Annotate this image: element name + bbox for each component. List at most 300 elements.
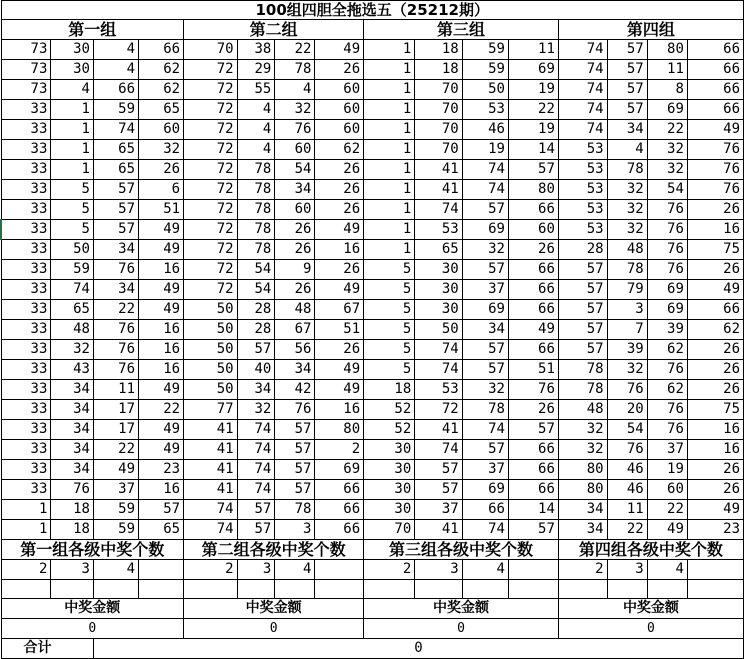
number-cell[interactable]: 59 xyxy=(51,260,94,280)
number-cell[interactable]: 66 xyxy=(508,260,558,280)
number-cell[interactable]: 26 xyxy=(687,460,743,480)
number-cell[interactable]: 22 xyxy=(93,300,138,320)
number-cell[interactable]: 57 xyxy=(508,160,558,180)
prize-value-2[interactable]: 0 xyxy=(184,619,364,639)
number-cell[interactable]: 48 xyxy=(558,400,607,420)
number-cell[interactable]: 54 xyxy=(237,280,275,300)
number-cell[interactable]: 30 xyxy=(364,460,415,480)
number-cell[interactable]: 41 xyxy=(184,480,238,500)
number-cell[interactable]: 34 xyxy=(275,360,315,380)
number-cell[interactable]: 34 xyxy=(558,520,607,540)
number-cell[interactable]: 37 xyxy=(415,500,462,520)
number-cell[interactable]: 57 xyxy=(93,200,138,220)
number-cell[interactable]: 5 xyxy=(364,340,415,360)
number-cell[interactable]: 53 xyxy=(462,100,508,120)
number-cell[interactable]: 48 xyxy=(275,300,315,320)
number-cell[interactable]: 72 xyxy=(415,400,462,420)
number-cell[interactable]: 33 xyxy=(1,180,51,200)
number-cell[interactable]: 50 xyxy=(462,80,508,100)
number-cell[interactable]: 57 xyxy=(275,420,315,440)
empty-cell[interactable] xyxy=(364,580,415,599)
number-cell[interactable]: 76 xyxy=(93,260,138,280)
number-cell[interactable]: 28 xyxy=(558,240,607,260)
number-cell[interactable]: 1 xyxy=(364,160,415,180)
number-cell[interactable]: 33 xyxy=(1,100,51,120)
number-cell[interactable]: 32 xyxy=(607,220,647,240)
number-cell[interactable]: 20 xyxy=(607,400,647,420)
number-cell[interactable]: 69 xyxy=(508,60,558,80)
number-cell[interactable]: 33 xyxy=(1,440,51,460)
number-cell[interactable]: 74 xyxy=(558,100,607,120)
number-cell[interactable]: 4 xyxy=(93,60,138,80)
empty-cell[interactable] xyxy=(315,580,364,599)
number-cell[interactable]: 33 xyxy=(1,120,51,140)
number-cell[interactable]: 5 xyxy=(364,280,415,300)
number-cell[interactable]: 78 xyxy=(237,200,275,220)
number-cell[interactable]: 57 xyxy=(558,260,607,280)
empty-cell[interactable] xyxy=(1,580,51,599)
number-cell[interactable]: 11 xyxy=(607,500,647,520)
prize-value-4[interactable]: 0 xyxy=(558,619,743,639)
number-cell[interactable]: 5 xyxy=(51,200,94,220)
number-cell[interactable]: 34 xyxy=(93,280,138,300)
number-cell[interactable]: 16 xyxy=(139,340,184,360)
number-cell[interactable]: 26 xyxy=(687,340,743,360)
number-cell[interactable]: 74 xyxy=(462,180,508,200)
number-cell[interactable]: 4 xyxy=(51,80,94,100)
number-cell[interactable]: 41 xyxy=(184,420,238,440)
number-cell[interactable]: 46 xyxy=(462,120,508,140)
number-cell[interactable]: 23 xyxy=(139,460,184,480)
number-cell[interactable]: 53 xyxy=(415,380,462,400)
empty-cell[interactable] xyxy=(315,560,364,580)
number-cell[interactable]: 32 xyxy=(607,180,647,200)
number-cell[interactable]: 1 xyxy=(364,140,415,160)
number-cell[interactable]: 11 xyxy=(647,60,687,80)
number-cell[interactable]: 53 xyxy=(558,220,607,240)
number-cell[interactable]: 34 xyxy=(51,440,94,460)
number-cell[interactable]: 69 xyxy=(647,300,687,320)
number-cell[interactable]: 78 xyxy=(607,260,647,280)
number-cell[interactable]: 11 xyxy=(93,380,138,400)
number-cell[interactable]: 76 xyxy=(607,440,647,460)
number-cell[interactable]: 5 xyxy=(51,180,94,200)
number-cell[interactable]: 1 xyxy=(51,120,94,140)
number-cell[interactable]: 50 xyxy=(184,360,238,380)
number-cell[interactable]: 43 xyxy=(51,360,94,380)
number-cell[interactable]: 76 xyxy=(687,140,743,160)
number-cell[interactable]: 76 xyxy=(93,320,138,340)
number-cell[interactable]: 1 xyxy=(51,160,94,180)
number-cell[interactable]: 62 xyxy=(687,320,743,340)
number-cell[interactable]: 74 xyxy=(415,340,462,360)
number-cell[interactable]: 41 xyxy=(415,420,462,440)
number-cell[interactable]: 33 xyxy=(1,200,51,220)
number-cell[interactable]: 18 xyxy=(364,380,415,400)
number-cell[interactable]: 37 xyxy=(462,460,508,480)
number-cell[interactable]: 57 xyxy=(275,460,315,480)
number-cell[interactable]: 75 xyxy=(687,400,743,420)
number-cell[interactable]: 72 xyxy=(184,120,238,140)
number-cell[interactable]: 57 xyxy=(508,420,558,440)
number-cell[interactable]: 60 xyxy=(508,220,558,240)
number-cell[interactable]: 72 xyxy=(184,220,238,240)
number-cell[interactable]: 32 xyxy=(607,360,647,380)
number-cell[interactable]: 72 xyxy=(184,140,238,160)
number-cell[interactable]: 30 xyxy=(415,260,462,280)
number-cell[interactable]: 4 xyxy=(275,80,315,100)
number-cell[interactable]: 30 xyxy=(51,40,94,60)
number-cell[interactable]: 49 xyxy=(139,280,184,300)
number-cell[interactable]: 59 xyxy=(462,60,508,80)
number-cell[interactable]: 37 xyxy=(647,440,687,460)
number-cell[interactable]: 57 xyxy=(237,500,275,520)
number-cell[interactable]: 76 xyxy=(647,260,687,280)
number-cell[interactable]: 74 xyxy=(415,360,462,380)
number-cell[interactable]: 1 xyxy=(51,140,94,160)
number-cell[interactable]: 60 xyxy=(139,120,184,140)
number-cell[interactable]: 42 xyxy=(275,380,315,400)
number-cell[interactable]: 57 xyxy=(462,200,508,220)
number-cell[interactable]: 66 xyxy=(315,500,364,520)
number-cell[interactable]: 60 xyxy=(647,480,687,500)
number-cell[interactable]: 60 xyxy=(275,200,315,220)
number-cell[interactable]: 70 xyxy=(415,140,462,160)
number-cell[interactable]: 74 xyxy=(51,280,94,300)
number-cell[interactable]: 80 xyxy=(558,460,607,480)
number-cell[interactable]: 33 xyxy=(1,480,51,500)
number-cell[interactable]: 62 xyxy=(139,60,184,80)
empty-cell[interactable] xyxy=(687,580,743,599)
number-cell[interactable]: 78 xyxy=(237,220,275,240)
number-cell[interactable]: 33 xyxy=(1,240,51,260)
number-cell[interactable]: 16 xyxy=(315,400,364,420)
number-cell[interactable]: 66 xyxy=(508,440,558,460)
number-cell[interactable]: 65 xyxy=(139,100,184,120)
number-cell[interactable]: 74 xyxy=(237,420,275,440)
empty-cell[interactable] xyxy=(607,580,647,599)
number-cell[interactable]: 73 xyxy=(1,40,51,60)
number-cell[interactable]: 59 xyxy=(462,40,508,60)
number-cell[interactable]: 69 xyxy=(315,460,364,480)
number-cell[interactable]: 57 xyxy=(462,360,508,380)
number-cell[interactable]: 4 xyxy=(237,100,275,120)
number-cell[interactable]: 49 xyxy=(315,40,364,60)
prize-label-1[interactable]: 中奖金额 xyxy=(1,599,184,619)
prize-value-1[interactable]: 0 xyxy=(1,619,184,639)
number-cell[interactable]: 26 xyxy=(139,160,184,180)
number-cell[interactable]: 26 xyxy=(315,260,364,280)
number-cell[interactable]: 57 xyxy=(275,440,315,460)
number-cell[interactable]: 3 xyxy=(607,300,647,320)
number-cell[interactable]: 74 xyxy=(415,440,462,460)
number-cell[interactable]: 66 xyxy=(508,460,558,480)
number-cell[interactable]: 49 xyxy=(139,440,184,460)
number-cell[interactable]: 76 xyxy=(647,420,687,440)
number-cell[interactable]: 72 xyxy=(184,260,238,280)
number-cell[interactable]: 53 xyxy=(415,220,462,240)
number-cell[interactable]: 59 xyxy=(93,500,138,520)
number-cell[interactable]: 78 xyxy=(237,240,275,260)
number-cell[interactable]: 57 xyxy=(237,520,275,540)
number-cell[interactable]: 16 xyxy=(315,240,364,260)
empty-cell[interactable] xyxy=(687,560,743,580)
prize-label-3[interactable]: 中奖金额 xyxy=(364,599,559,619)
number-cell[interactable]: 22 xyxy=(93,440,138,460)
number-cell[interactable]: 33 xyxy=(1,220,51,240)
number-cell[interactable]: 57 xyxy=(462,440,508,460)
number-cell[interactable]: 49 xyxy=(139,420,184,440)
number-cell[interactable]: 57 xyxy=(462,340,508,360)
group-header-4[interactable]: 第四组 xyxy=(558,20,743,40)
number-cell[interactable]: 33 xyxy=(1,280,51,300)
number-cell[interactable]: 1 xyxy=(364,60,415,80)
number-cell[interactable]: 53 xyxy=(558,140,607,160)
number-cell[interactable]: 57 xyxy=(237,340,275,360)
number-cell[interactable]: 54 xyxy=(647,180,687,200)
empty-cell[interactable] xyxy=(93,580,138,599)
number-cell[interactable]: 46 xyxy=(607,480,647,500)
number-cell[interactable]: 39 xyxy=(607,340,647,360)
stats-label-3[interactable]: 第三组各级中奖个数 xyxy=(364,540,559,560)
number-cell[interactable]: 26 xyxy=(315,160,364,180)
number-cell[interactable]: 16 xyxy=(687,420,743,440)
number-cell[interactable]: 32 xyxy=(647,160,687,180)
number-cell[interactable]: 33 xyxy=(1,460,51,480)
level-cell[interactable]: 3 xyxy=(51,560,94,580)
number-cell[interactable]: 4 xyxy=(93,40,138,60)
empty-cell[interactable] xyxy=(462,580,508,599)
number-cell[interactable]: 76 xyxy=(647,240,687,260)
number-cell[interactable]: 76 xyxy=(51,480,94,500)
number-cell[interactable]: 1 xyxy=(1,500,51,520)
number-cell[interactable]: 33 xyxy=(1,360,51,380)
number-cell[interactable]: 70 xyxy=(415,80,462,100)
number-cell[interactable]: 78 xyxy=(237,160,275,180)
number-cell[interactable]: 41 xyxy=(415,160,462,180)
number-cell[interactable]: 1 xyxy=(51,100,94,120)
number-cell[interactable]: 79 xyxy=(607,280,647,300)
number-cell[interactable]: 80 xyxy=(647,40,687,60)
number-cell[interactable]: 33 xyxy=(1,260,51,280)
number-cell[interactable]: 3 xyxy=(275,520,315,540)
number-cell[interactable]: 76 xyxy=(687,180,743,200)
number-cell[interactable]: 34 xyxy=(51,420,94,440)
number-cell[interactable]: 26 xyxy=(687,380,743,400)
number-cell[interactable]: 30 xyxy=(415,300,462,320)
number-cell[interactable]: 30 xyxy=(364,440,415,460)
stats-label-1[interactable]: 第一组各级中奖个数 xyxy=(1,540,184,560)
number-cell[interactable]: 69 xyxy=(462,220,508,240)
number-cell[interactable]: 72 xyxy=(184,60,238,80)
number-cell[interactable]: 57 xyxy=(558,340,607,360)
number-cell[interactable]: 66 xyxy=(687,40,743,60)
number-cell[interactable]: 1 xyxy=(364,120,415,140)
number-cell[interactable]: 57 xyxy=(415,480,462,500)
number-cell[interactable]: 74 xyxy=(558,120,607,140)
number-cell[interactable]: 4 xyxy=(237,120,275,140)
number-cell[interactable]: 74 xyxy=(462,160,508,180)
number-cell[interactable]: 17 xyxy=(93,400,138,420)
number-cell[interactable]: 14 xyxy=(508,500,558,520)
number-cell[interactable]: 26 xyxy=(315,200,364,220)
number-cell[interactable]: 73 xyxy=(1,80,51,100)
number-cell[interactable]: 75 xyxy=(687,240,743,260)
number-cell[interactable]: 9 xyxy=(275,260,315,280)
level-cell[interactable]: 4 xyxy=(647,560,687,580)
number-cell[interactable]: 62 xyxy=(139,80,184,100)
number-cell[interactable]: 2 xyxy=(315,440,364,460)
number-cell[interactable]: 66 xyxy=(687,100,743,120)
number-cell[interactable]: 72 xyxy=(184,180,238,200)
level-cell[interactable]: 4 xyxy=(275,560,315,580)
empty-cell[interactable] xyxy=(237,580,275,599)
number-cell[interactable]: 41 xyxy=(184,460,238,480)
number-cell[interactable]: 8 xyxy=(647,80,687,100)
number-cell[interactable]: 23 xyxy=(687,520,743,540)
level-cell[interactable]: 3 xyxy=(237,560,275,580)
number-cell[interactable]: 5 xyxy=(364,300,415,320)
number-cell[interactable]: 28 xyxy=(237,320,275,340)
level-cell[interactable]: 3 xyxy=(607,560,647,580)
level-cell[interactable]: 4 xyxy=(93,560,138,580)
number-cell[interactable]: 66 xyxy=(687,300,743,320)
number-cell[interactable]: 57 xyxy=(508,520,558,540)
number-cell[interactable]: 50 xyxy=(184,380,238,400)
number-cell[interactable]: 72 xyxy=(184,100,238,120)
number-cell[interactable]: 1 xyxy=(364,200,415,220)
number-cell[interactable]: 70 xyxy=(184,40,238,60)
number-cell[interactable]: 66 xyxy=(93,80,138,100)
number-cell[interactable]: 66 xyxy=(508,280,558,300)
number-cell[interactable]: 78 xyxy=(237,180,275,200)
number-cell[interactable]: 33 xyxy=(1,400,51,420)
level-cell[interactable]: 4 xyxy=(462,560,508,580)
number-cell[interactable]: 65 xyxy=(415,240,462,260)
number-cell[interactable]: 11 xyxy=(508,40,558,60)
number-cell[interactable]: 76 xyxy=(607,380,647,400)
number-cell[interactable]: 34 xyxy=(51,380,94,400)
number-cell[interactable]: 34 xyxy=(607,120,647,140)
number-cell[interactable]: 57 xyxy=(93,220,138,240)
empty-cell[interactable] xyxy=(51,580,94,599)
number-cell[interactable]: 17 xyxy=(93,420,138,440)
number-cell[interactable]: 22 xyxy=(275,40,315,60)
number-cell[interactable]: 53 xyxy=(558,160,607,180)
number-cell[interactable]: 49 xyxy=(687,500,743,520)
stats-label-2[interactable]: 第二组各级中奖个数 xyxy=(184,540,364,560)
number-cell[interactable]: 74 xyxy=(93,120,138,140)
number-cell[interactable]: 57 xyxy=(607,40,647,60)
level-cell[interactable]: 3 xyxy=(415,560,462,580)
number-cell[interactable]: 66 xyxy=(315,520,364,540)
number-cell[interactable]: 19 xyxy=(508,80,558,100)
number-cell[interactable]: 26 xyxy=(275,280,315,300)
number-cell[interactable]: 32 xyxy=(51,340,94,360)
number-cell[interactable]: 72 xyxy=(184,240,238,260)
number-cell[interactable]: 49 xyxy=(139,300,184,320)
number-cell[interactable]: 54 xyxy=(607,420,647,440)
number-cell[interactable]: 76 xyxy=(93,360,138,380)
number-cell[interactable]: 76 xyxy=(275,400,315,420)
number-cell[interactable]: 22 xyxy=(647,120,687,140)
number-cell[interactable]: 26 xyxy=(315,60,364,80)
number-cell[interactable]: 76 xyxy=(647,400,687,420)
number-cell[interactable]: 67 xyxy=(315,300,364,320)
number-cell[interactable]: 16 xyxy=(139,360,184,380)
number-cell[interactable]: 57 xyxy=(139,500,184,520)
group-header-1[interactable]: 第一组 xyxy=(1,20,184,40)
number-cell[interactable]: 49 xyxy=(315,360,364,380)
number-cell[interactable]: 32 xyxy=(647,140,687,160)
empty-cell[interactable] xyxy=(184,580,238,599)
number-cell[interactable]: 72 xyxy=(184,80,238,100)
number-cell[interactable]: 66 xyxy=(315,480,364,500)
number-cell[interactable]: 30 xyxy=(51,60,94,80)
number-cell[interactable]: 76 xyxy=(275,120,315,140)
number-cell[interactable]: 26 xyxy=(315,340,364,360)
total-value[interactable]: 0 xyxy=(93,639,743,659)
number-cell[interactable]: 78 xyxy=(558,360,607,380)
number-cell[interactable]: 72 xyxy=(184,280,238,300)
number-cell[interactable]: 33 xyxy=(1,140,51,160)
number-cell[interactable]: 22 xyxy=(139,400,184,420)
number-cell[interactable]: 34 xyxy=(275,180,315,200)
number-cell[interactable]: 50 xyxy=(184,320,238,340)
number-cell[interactable]: 41 xyxy=(184,440,238,460)
number-cell[interactable]: 5 xyxy=(364,260,415,280)
number-cell[interactable]: 51 xyxy=(139,200,184,220)
number-cell[interactable]: 66 xyxy=(687,80,743,100)
number-cell[interactable]: 78 xyxy=(275,60,315,80)
group-header-3[interactable]: 第三组 xyxy=(364,20,559,40)
number-cell[interactable]: 1 xyxy=(364,80,415,100)
number-cell[interactable]: 66 xyxy=(508,200,558,220)
number-cell[interactable]: 26 xyxy=(687,200,743,220)
number-cell[interactable]: 30 xyxy=(364,500,415,520)
number-cell[interactable]: 1 xyxy=(364,40,415,60)
number-cell[interactable]: 49 xyxy=(93,460,138,480)
number-cell[interactable]: 80 xyxy=(508,180,558,200)
number-cell[interactable]: 32 xyxy=(558,420,607,440)
prize-label-4[interactable]: 中奖金额 xyxy=(558,599,743,619)
number-cell[interactable]: 46 xyxy=(607,460,647,480)
number-cell[interactable]: 74 xyxy=(558,60,607,80)
number-cell[interactable]: 16 xyxy=(139,320,184,340)
number-cell[interactable]: 32 xyxy=(462,240,508,260)
number-cell[interactable]: 26 xyxy=(687,480,743,500)
empty-cell[interactable] xyxy=(647,580,687,599)
number-cell[interactable]: 29 xyxy=(237,60,275,80)
number-cell[interactable]: 51 xyxy=(508,360,558,380)
number-cell[interactable]: 19 xyxy=(647,460,687,480)
number-cell[interactable]: 50 xyxy=(184,340,238,360)
number-cell[interactable]: 5 xyxy=(51,220,94,240)
number-cell[interactable]: 74 xyxy=(237,440,275,460)
number-cell[interactable]: 22 xyxy=(508,100,558,120)
number-cell[interactable]: 69 xyxy=(462,480,508,500)
number-cell[interactable]: 70 xyxy=(415,120,462,140)
empty-cell[interactable] xyxy=(415,580,462,599)
level-cell[interactable]: 2 xyxy=(184,560,238,580)
number-cell[interactable]: 66 xyxy=(139,40,184,60)
number-cell[interactable]: 78 xyxy=(275,500,315,520)
number-cell[interactable]: 57 xyxy=(415,460,462,480)
number-cell[interactable]: 80 xyxy=(558,480,607,500)
number-cell[interactable]: 40 xyxy=(237,360,275,380)
total-label[interactable]: 合计 xyxy=(1,639,93,659)
number-cell[interactable]: 70 xyxy=(364,520,415,540)
